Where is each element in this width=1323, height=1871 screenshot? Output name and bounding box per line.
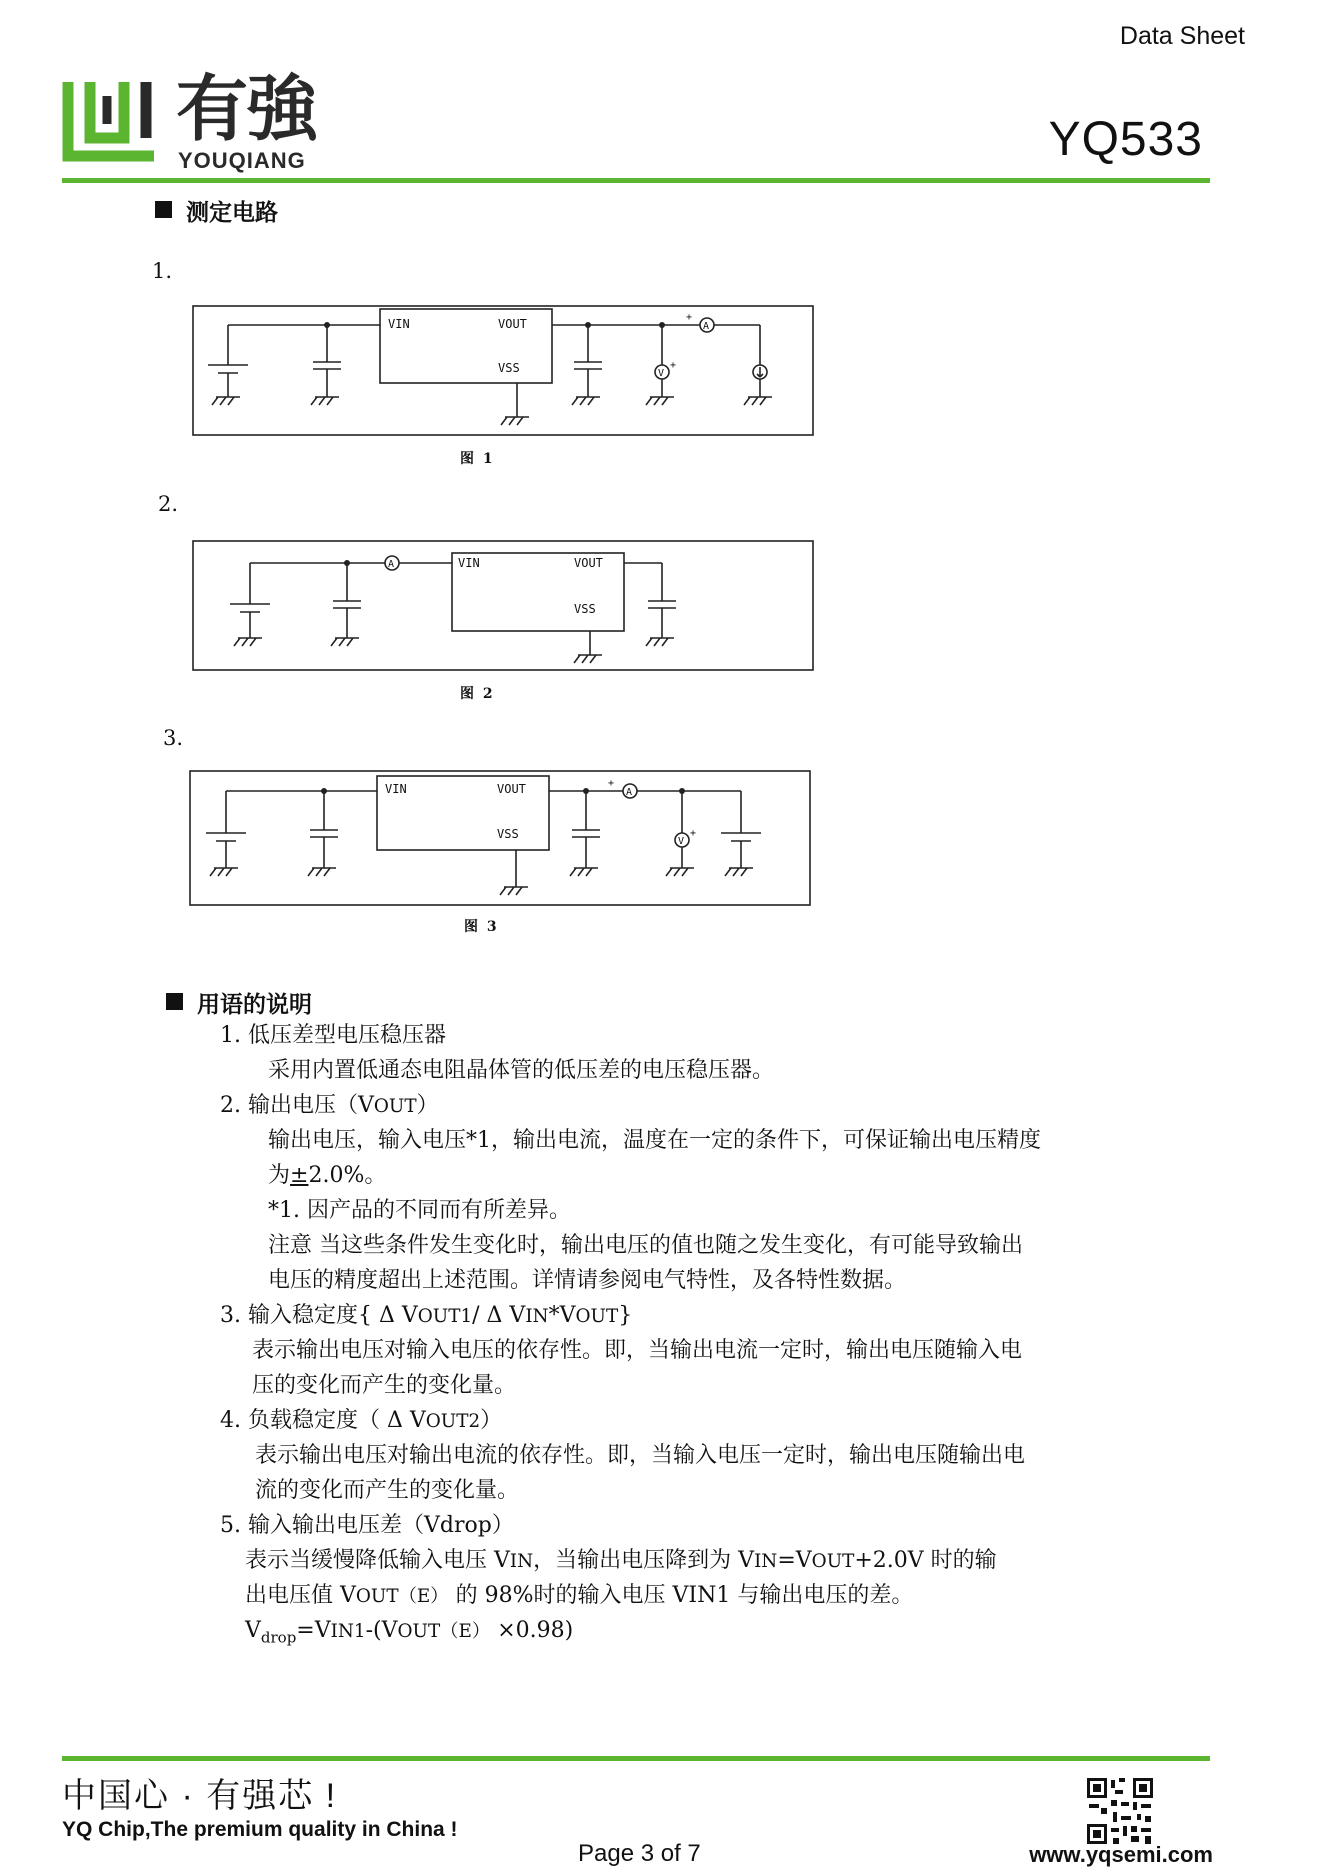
- term-4-title: 4. 负载稳定度（ Δ VOUT2）: [220, 1408, 503, 1433]
- term-3-title: 3. 输入稳定度{ Δ VOUT1/ Δ VIN*VOUT}: [220, 1303, 633, 1328]
- term-5-title: 5. 输入输出电压差（Vdrop）: [220, 1513, 514, 1538]
- logo-chinese: 有強: [176, 70, 317, 150]
- fig1-vss-label: VSS: [498, 361, 520, 375]
- header-rule: [62, 178, 1210, 183]
- term-2-line-5: 电压的精度超出上述范围。详情请参阅电气特性，及各特性数据。: [268, 1268, 907, 1293]
- fig3-ammeter-label: A: [626, 787, 633, 798]
- figure-3-number: 3.: [163, 726, 184, 750]
- term-5-line-2: 出电压值 VOUT（E） 的 98%时的输入电压 VIN1 与输出电压的差。: [245, 1583, 914, 1608]
- fig3-plus-v: +: [690, 828, 697, 839]
- term-3-line-1: 表示输出电压对输入电压的依存性。即，当输出电流一定时，输出电压随输入电: [252, 1338, 1023, 1363]
- fig3-vin-label: VIN: [385, 782, 407, 796]
- footer-slogan-en: YQ Chip,The premium quality in China !: [62, 1818, 458, 1841]
- fig3-voltmeter-label: V: [678, 836, 685, 847]
- term-1-title: 1. 低压差型电压稳压器: [220, 1023, 447, 1048]
- figure-1-number: 1.: [152, 259, 173, 283]
- term-3-line-2: 压的变化而产生的变化量。: [252, 1373, 517, 1398]
- figure-2-number: 2.: [158, 492, 179, 516]
- term-5-line-1: 表示当缓慢降低输入电压 VIN，当输出电压降到为 VIN=VOUT+2.0V 时的输: [245, 1548, 997, 1573]
- fig1-vin-label: VIN: [388, 317, 410, 331]
- figure-2-circuit: [192, 540, 816, 672]
- fig3-vout-label: VOUT: [497, 782, 526, 796]
- logo-english: YOUQIANG: [178, 148, 306, 173]
- section-title-terms: 用语的说明: [166, 986, 312, 1019]
- part-number: YQ533: [1048, 113, 1203, 166]
- fig2-vss-label: VSS: [574, 602, 596, 616]
- fig1-voltmeter-label: V: [658, 368, 665, 379]
- qr-code-icon: [1085, 1776, 1155, 1846]
- term-4-line-1: 表示输出电压对输出电流的依存性。即，当输入电压一定时，输出电压随输出电: [255, 1443, 1026, 1468]
- figure-3-caption: 图 3: [464, 919, 499, 935]
- website-link[interactable]: www.yqsemi.com: [1029, 1842, 1213, 1867]
- fig1-ammeter-label: A: [703, 321, 710, 332]
- figure-3-circuit: [189, 770, 813, 907]
- fig2-ammeter-label: A: [388, 559, 395, 570]
- fig1-plus-a: +: [686, 312, 693, 323]
- section-title-test-circuits: 测定电路: [155, 194, 278, 227]
- fig2-vout-label: VOUT: [574, 556, 603, 570]
- page-number: Page 3 of 7: [578, 1840, 701, 1867]
- fig3-plus-a: +: [608, 778, 615, 789]
- youqiang-logo-icon: [62, 76, 162, 168]
- term-2-note: *1. 因产品的不同而有所差异。: [268, 1198, 571, 1223]
- term-2-line-4: 注意 当这些条件发生变化时，输出电压的值也随之发生变化，有可能导致输出: [268, 1233, 1023, 1258]
- figure-1-caption: 图 1: [460, 451, 495, 467]
- doc-type: Data Sheet: [1119, 22, 1245, 50]
- term-2-title: 2. 输出电压（VOUT）: [220, 1093, 439, 1118]
- fig2-vin-label: VIN: [458, 556, 480, 570]
- fig1-plus-v: +: [670, 360, 677, 371]
- term-2-line-2: 为±2.0%。: [268, 1163, 387, 1188]
- footer-rule: [62, 1756, 1210, 1761]
- term-5-formula: $V_{drop}=VIN1-(VOUT(E) \times 0.98)$: [245, 1618, 574, 1647]
- fig3-vss-label: VSS: [497, 827, 519, 841]
- term-1-desc: 采用内置低通态电阻晶体管的低压差的电压稳压器。: [268, 1058, 775, 1083]
- figure-2-caption: 图 2: [460, 686, 495, 702]
- term-4-line-2: 流的变化而产生的变化量。: [255, 1478, 520, 1503]
- footer-slogan-cn: 中国心 · 有强芯 !: [62, 1777, 338, 1815]
- term-2-line-1: 输出电压，输入电压*1，输出电流，温度在一定的条件下，可保证输出电压精度: [268, 1128, 1041, 1153]
- fig1-vout-label: VOUT: [498, 317, 527, 331]
- figure-1-circuit: [192, 305, 816, 437]
